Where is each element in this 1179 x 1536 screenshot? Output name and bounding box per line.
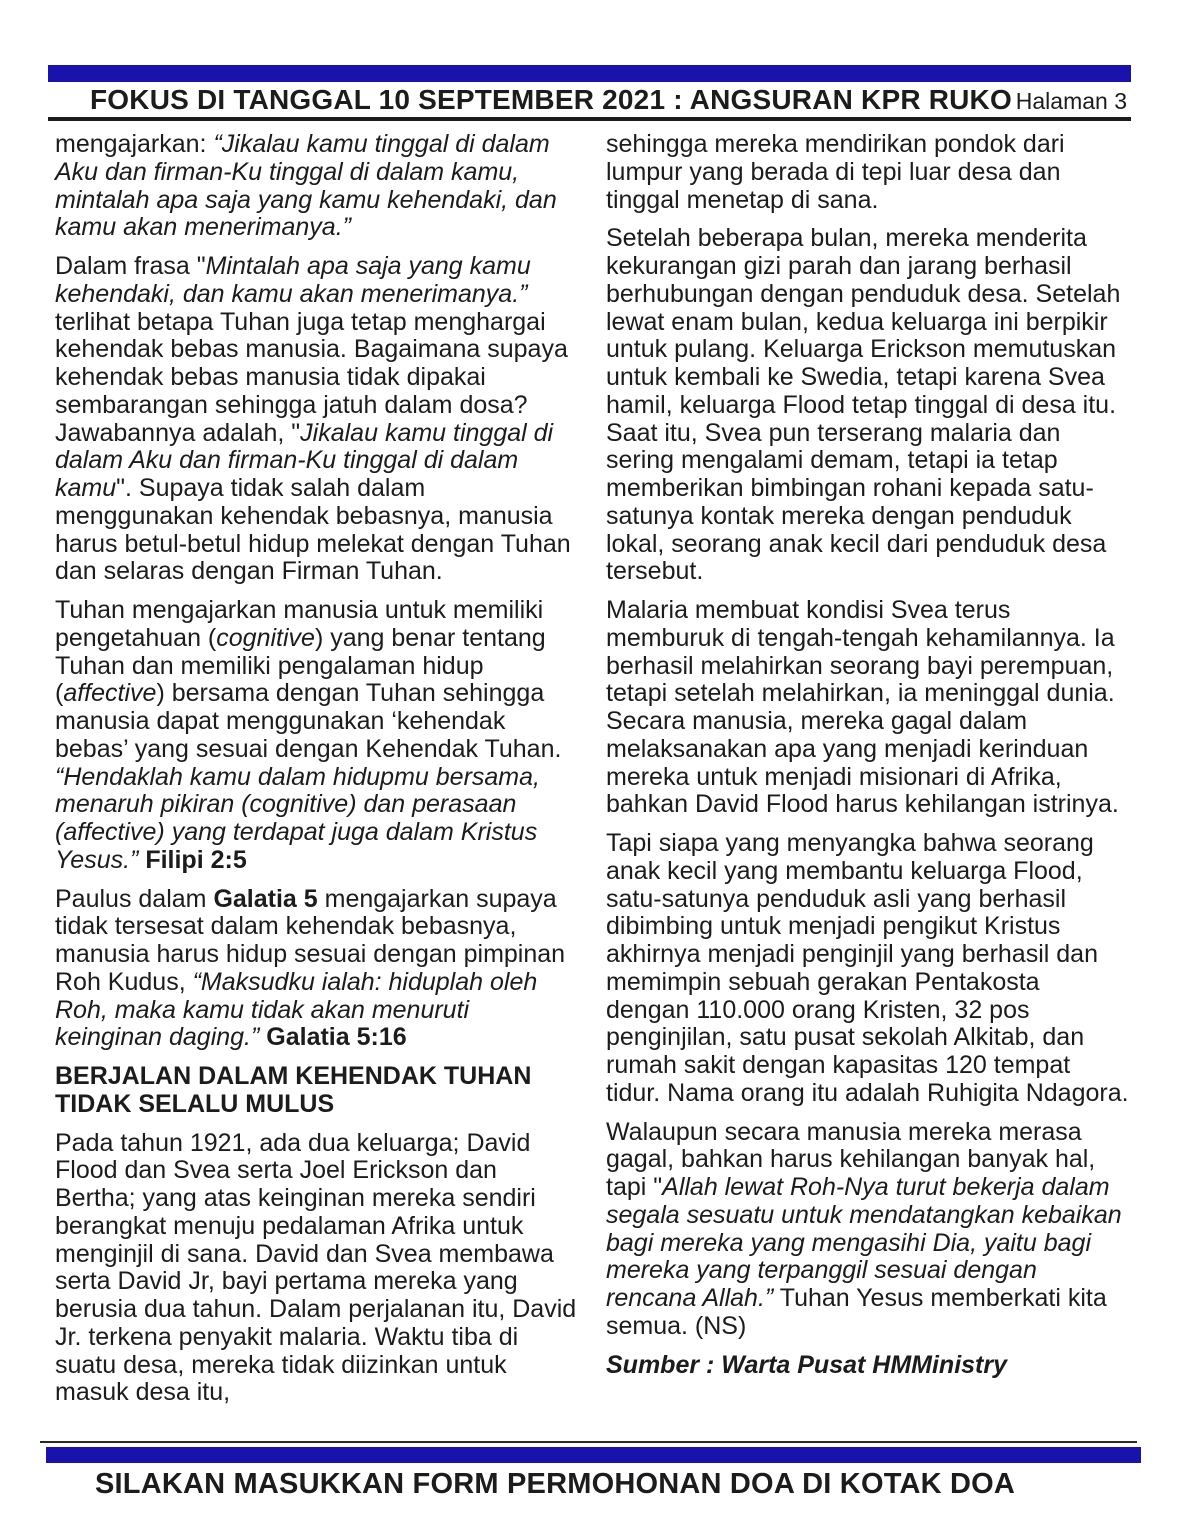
- text-run: Galatia 5: [213, 884, 318, 913]
- page-header: [48, 84, 1131, 116]
- paragraph: [606, 1119, 1129, 1341]
- footer-accent-bar: [46, 1447, 1141, 1463]
- text-run: affective: [63, 679, 157, 708]
- text-run: Malaria membuat kondisi Svea terus memburuk di tengah-tengah kehamilannya. Ia berhasil melahirkan seorang bayi perempuan, tetapi setelah melahirkan, ia meninggal dunia. Secara manusia, mereka gagal dalam melaksanakan apa yang menjadi kerinduan mereka untuk menjadi misionari di Afrika, bahkan David Flood harus kehilangan istrinya.: [606, 596, 1119, 819]
- page-number-label: Halaman 3: [1015, 88, 1127, 114]
- article-body: [55, 131, 1129, 1418]
- paragraph: [606, 225, 1129, 586]
- paragraph: [606, 597, 1129, 819]
- text-run: “Hendaklah kamu dalam hidupmu bersama, menaruh pikiran (cognitive) dan perasaan (affective) yang terdapat juga dalam Kristus Yesus.”: [55, 762, 540, 874]
- text-run: Tapi siapa yang menyangka bahwa seorang anak kecil yang membantu keluarga Flood, satu-satunya penduduk asli yang berhasil dibimbing untuk menjadi pengikut Kristus akhirnya menjadi penginjil yang berhasil dan memimpin sebuah gerakan Pentakosta dengan 110.000 orang Kristen, 32 pos penginjilan, satu pusat sekolah Alkitab, dan rumah sakit dengan kapasitas 120 tempat tidur. Nama orang itu adalah Ruhigita Ndagora.: [606, 829, 1129, 1107]
- text-run: mengajarkan supaya tidak tersesat dalam kehendak bebasnya, manusia harus hidup sesuai dengan pimpinan Roh Kudus,: [55, 884, 566, 996]
- paragraph: [55, 764, 578, 875]
- text-run: sehingga mereka mendirikan pondok dari lumpur yang berada di tepi luar desa dan tinggal menetap di sana.: [606, 130, 1065, 214]
- text-run: ) yang benar tentang Tuhan dan memiliki pengalaman hidup (: [55, 623, 546, 708]
- paragraph: [606, 131, 1129, 214]
- paragraph: [55, 597, 578, 764]
- text-run: Galatia 5:16: [266, 1023, 407, 1052]
- text-run: cognitive: [216, 623, 315, 652]
- text-run: Jikalau kamu tinggal di dalam Aku dan firman-Ku tinggal di dalam kamu: [55, 418, 554, 502]
- footer-divider: [40, 1441, 1137, 1443]
- article-column-left: [55, 131, 578, 1418]
- text-run: ". Supaya tidak salah dalam menggunakan kehendak bebasnya, manusia harus betul-betul hidup melekat dengan Tuhan dan selaras dengan Firman Tuhan.: [55, 474, 571, 586]
- text-run: Dalam frasa ": [55, 252, 206, 280]
- section-heading: [55, 1063, 578, 1119]
- paragraph: [55, 131, 578, 242]
- footer-message: SILAKAN MASUKKAN FORM PERMOHONAN DOA DI KOTAK DOA: [95, 1468, 1016, 1500]
- text-run: Pada tahun 1921, ada dua keluarga; David Flood dan Svea serta Joel Erickson dan Bertha; yang atas keinginan mereka sendiri berangkat menuju pedalaman Afrika untuk menginjil di sana. David dan Svea membawa serta David Jr, bayi pertama mereka yang berusia dua tahun. Dalam perjalanan itu, David Jr. terkena penyakit malaria. Waktu tiba di suatu desa, mereka tidak diizinkan untuk masuk desa itu,: [55, 1128, 577, 1407]
- text-run: Walaupun secara manusia mereka merasa gagal, bahkan harus kehilangan banyak hal, tapi ": [606, 1117, 1096, 1201]
- text-run: ) bersama dengan Tuhan sehingga manusia dapat menggunakan ‘kehendak bebas’ yang sesuai dengan Kehendak Tuhan.: [55, 679, 562, 763]
- paragraph: [606, 830, 1129, 1108]
- text-run: Paulus dalam: [55, 884, 214, 913]
- paragraph: [55, 253, 578, 586]
- text-run: Filipi 2:5: [145, 845, 247, 874]
- text-run: Setelah beberapa bulan, mereka menderita kekurangan gizi parah dan jarang berhasil berhubungan dengan penduduk desa. Setelah lewat enam bulan, kedua keluarga ini berpikir untuk pulang. Keluarga Erickson memutuskan untuk kembali ke Swedia, tetapi karena Svea hamil, keluarga Flood tetap tinggal di desa itu. Saat itu, Svea pun terserang malaria dan sering mengalami demam, tetapi ia tetap memberikan bimbingan rohani kepada satu-satunya kontak mereka dengan penduduk lokal, seorang anak kecil dari penduduk desa tersebut.: [606, 224, 1121, 586]
- page-title: FOKUS DI TANGGAL 10 SEPTEMBER 2021 : ANGSURAN KPR RUKO: [90, 84, 1012, 115]
- text-run: mengajarkan:: [55, 130, 214, 158]
- paragraph: [606, 1352, 1129, 1380]
- text-run: “Maksudku ialah: hiduplah oleh Roh, maka kamu tidak akan menuruti keinginan daging.”: [55, 967, 538, 1052]
- text-run: Mintalah apa saja yang kamu kehendaki, dan kamu akan menerimanya.”: [55, 252, 531, 308]
- paragraph: [55, 1130, 578, 1408]
- text-run: Sumber : Warta Pusat HMMinistry: [606, 1350, 1008, 1379]
- article-column-right: [606, 131, 1129, 1418]
- text-run: Allah lewat Roh-Nya turut bekerja dalam segala sesuatu untuk mendatangkan kebaikan bagi mereka yang mengasihi Dia, yaitu bagi mereka yang terpanggil sesuai dengan rencana Allah.”: [606, 1173, 1122, 1312]
- text-run: terlihat betapa Tuhan juga tetap menghargai kehendak bebas manusia. Bagaimana supaya kehendak bebas manusia tidak dipakai sembarangan sehingga jatuh dalam dosa? Jawabannya adalah, ": [55, 307, 568, 447]
- header-accent-bar: [48, 65, 1131, 82]
- text-run: “Jikalau kamu tinggal di dalam Aku dan firman-Ku tinggal di dalam kamu, mintalah apa saja yang kamu kehendaki, dan kamu akan menerimanya.”: [55, 130, 557, 242]
- text-run: Tuhan Yesus memberkati kita semua. (NS): [606, 1284, 1107, 1340]
- text-run: BERJALAN DALAM KEHENDAK TUHAN TIDAK SELALU MULUS: [55, 1062, 532, 1118]
- paragraph: [55, 886, 578, 1053]
- text-run: Tuhan mengajarkan manusia untuk memiliki pengetahuan (: [55, 596, 544, 652]
- header-divider: [48, 117, 1131, 121]
